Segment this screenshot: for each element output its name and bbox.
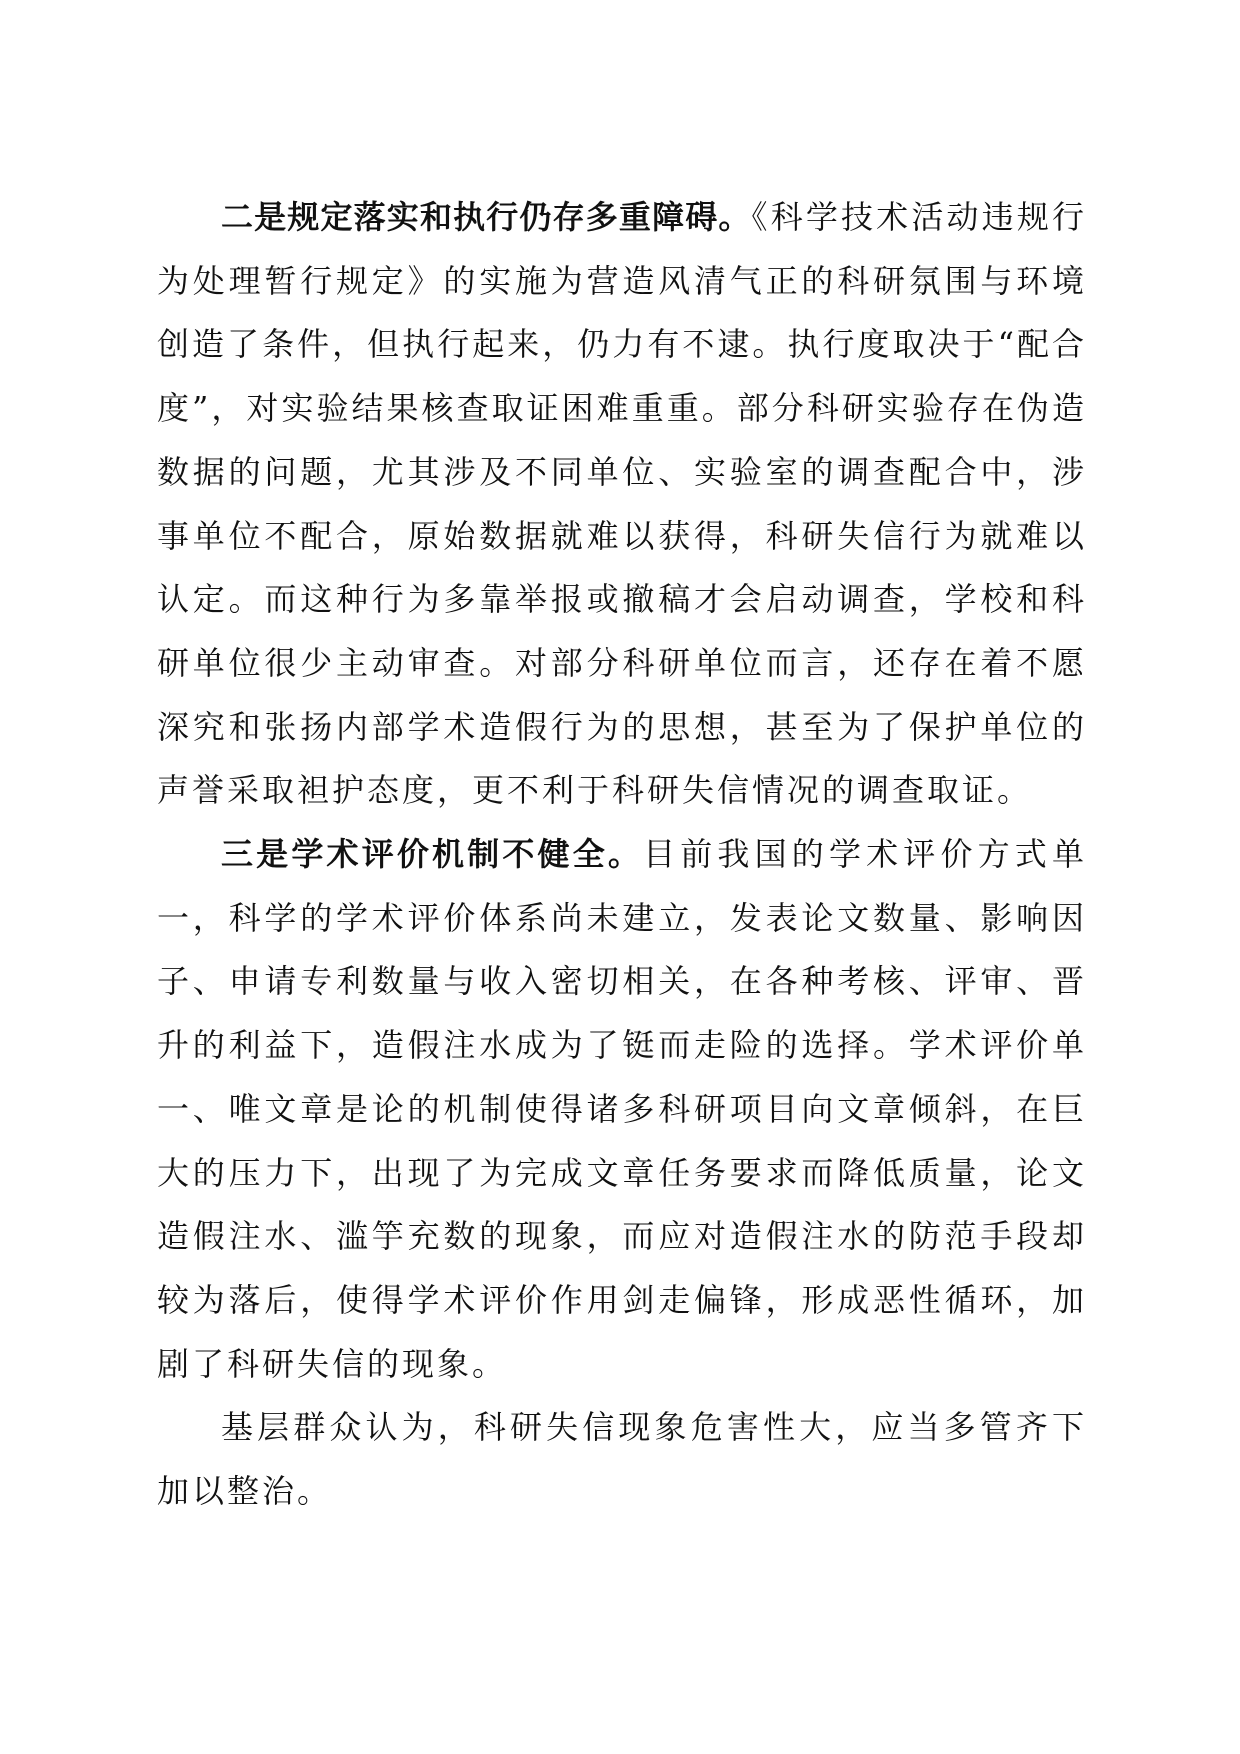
paragraph-obstacles [157, 186, 1087, 823]
document-body [157, 186, 1087, 1524]
paragraph-evaluation [157, 823, 1087, 1396]
paragraph-text: 基层群众认为，科研失信现象危害性大，应当多管齐下加以整治。 [157, 1408, 1087, 1511]
paragraph-text: 《科学技术活动违规行为处理暂行规定》的实施为营造风清气正的科研氛围与环境创造了条件，但执行起来，仍力有不逮。执行度取决于“配合度”，对实验结果核查取证困难重重。部分科研实验存在伪造数据的问题，尤其涉及不同单位、实验室的调查配合中，涉事单位不配合，原始数据就难以获得，科研失信行为就难以认定。而这种行为多靠举报或撤稿才会启动调查，学校和科研单位很少主动审查。对部分科研单位而言，还存在着不愿深究和张扬内部学术造假行为的思想，甚至为了保护单位的声誉采取袒护态度，更不利于科研失信情况的调查取证。 [157, 198, 1087, 810]
paragraph-lead: 三是学术评价机制不健全。 [221, 835, 644, 874]
paragraph-conclusion [157, 1396, 1087, 1523]
paragraph-lead: 二是规定落实和执行仍存多重障碍。 [221, 198, 752, 236]
paragraph-text: 目前我国的学术评价方式单一，科学的学术评价体系尚未建立，发表论文数量、影响因子、申请专利数量与收入密切相关，在各种考核、评审、晋升的利益下，造假注水成为了铤而走险的选择。学术评价单一、唯文章是论的机制使得诸多科研项目向文章倾斜，在巨大的压力下，出现了为完成文章任务要求而降低质量，论文造假注水、滥竽充数的现象，而应对造假注水的防范手段却较为落后，使得学术评价作用剑走偏锋，形成恶性循环，加剧了科研失信的现象。 [157, 835, 1087, 1383]
